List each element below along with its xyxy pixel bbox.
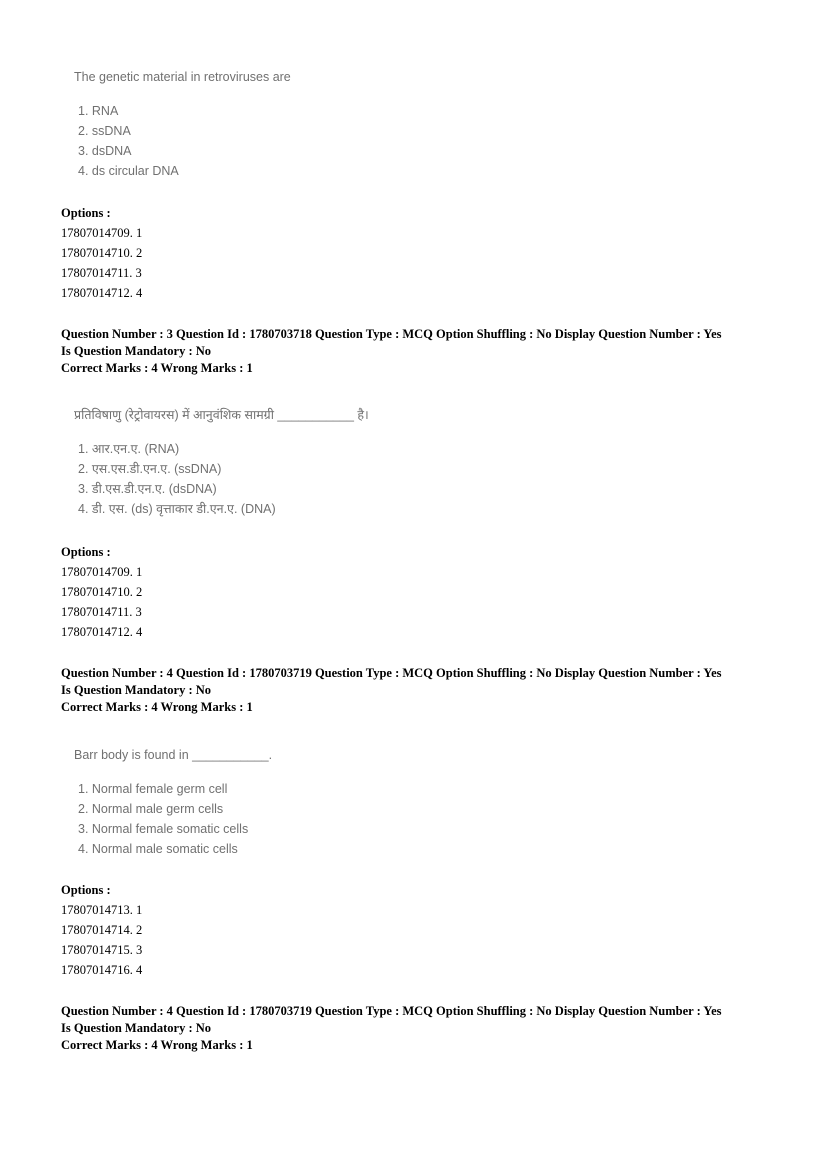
option-id: 17807014715. 3 [61, 943, 143, 957]
question-option: 1. आर.एन.ए. (RNA) [78, 442, 180, 456]
question-option: 4. Normal male somatic cells [78, 842, 238, 856]
question-option: 3. Normal female somatic cells [78, 822, 249, 836]
option-id: 17807014709. 1 [61, 565, 143, 579]
question-option: 2. ssDNA [78, 124, 131, 138]
options-label: Options : [61, 545, 111, 559]
question-option: 1. Normal female germ cell [78, 782, 228, 796]
option-id: 17807014716. 4 [61, 963, 143, 977]
question-stem: प्रतिविषाणु (रेट्रोवायरस) में आनुवंशिक सामग्री ___________ है। [74, 408, 369, 422]
option-id: 17807014714. 2 [61, 923, 143, 937]
question-header: Question Number : 4 Question Id : 1780703719 Question Type : MCQ Option Shuffling : No Display Question Number : Yes [61, 1004, 722, 1018]
options-list [61, 542, 142, 642]
question-meta [61, 1003, 806, 1054]
question-image-hindi [74, 406, 369, 519]
question-option-list [74, 101, 291, 181]
question-option: 2. एस.एस.डी.एन.ए. (ssDNA) [78, 462, 222, 476]
question-stem: Barr body is found in ___________. [74, 748, 273, 762]
question-option: 4. डी. एस. (ds) वृत्ताकार डी.एन.ए. (DNA) [78, 502, 276, 516]
question-option: 4. ds circular DNA [78, 164, 179, 178]
option-id: 17807014709. 1 [61, 226, 143, 240]
option-id: 17807014712. 4 [61, 625, 143, 639]
question-marks: Correct Marks : 4 Wrong Marks : 1 [61, 700, 253, 714]
question-option-list [74, 439, 369, 519]
question-marks: Correct Marks : 4 Wrong Marks : 1 [61, 361, 253, 375]
question-image-barr-body [74, 746, 272, 859]
question-header: Question Number : 3 Question Id : 1780703718 Question Type : MCQ Option Shuffling : No Display Question Number : Yes [61, 327, 722, 341]
question-header: Question Number : 4 Question Id : 1780703719 Question Type : MCQ Option Shuffling : No Display Question Number : Yes [61, 666, 722, 680]
question-stem: The genetic material in retroviruses are [74, 70, 291, 84]
question-mandatory: Is Question Mandatory : No [61, 1021, 212, 1035]
question-mandatory: Is Question Mandatory : No [61, 683, 212, 697]
question-option: 3. dsDNA [78, 144, 132, 158]
question-mandatory: Is Question Mandatory : No [61, 344, 212, 358]
option-id: 17807014710. 2 [61, 585, 143, 599]
question-meta [61, 665, 806, 716]
question-option: 2. Normal male germ cells [78, 802, 224, 816]
options-list [61, 203, 142, 303]
option-id: 17807014713. 1 [61, 903, 143, 917]
question-option: 3. डी.एस.डी.एन.ए. (dsDNA) [78, 482, 217, 496]
options-list [61, 880, 142, 980]
option-id: 17807014711. 3 [61, 266, 142, 280]
option-id: 17807014710. 2 [61, 246, 143, 260]
question-meta [61, 326, 806, 377]
question-marks: Correct Marks : 4 Wrong Marks : 1 [61, 1038, 253, 1052]
question-option-list [74, 779, 272, 859]
options-label: Options : [61, 206, 111, 220]
question-image-retroviruses [74, 68, 291, 181]
option-id: 17807014711. 3 [61, 605, 142, 619]
option-id: 17807014712. 4 [61, 286, 143, 300]
question-option: 1. RNA [78, 104, 119, 118]
options-label: Options : [61, 883, 111, 897]
